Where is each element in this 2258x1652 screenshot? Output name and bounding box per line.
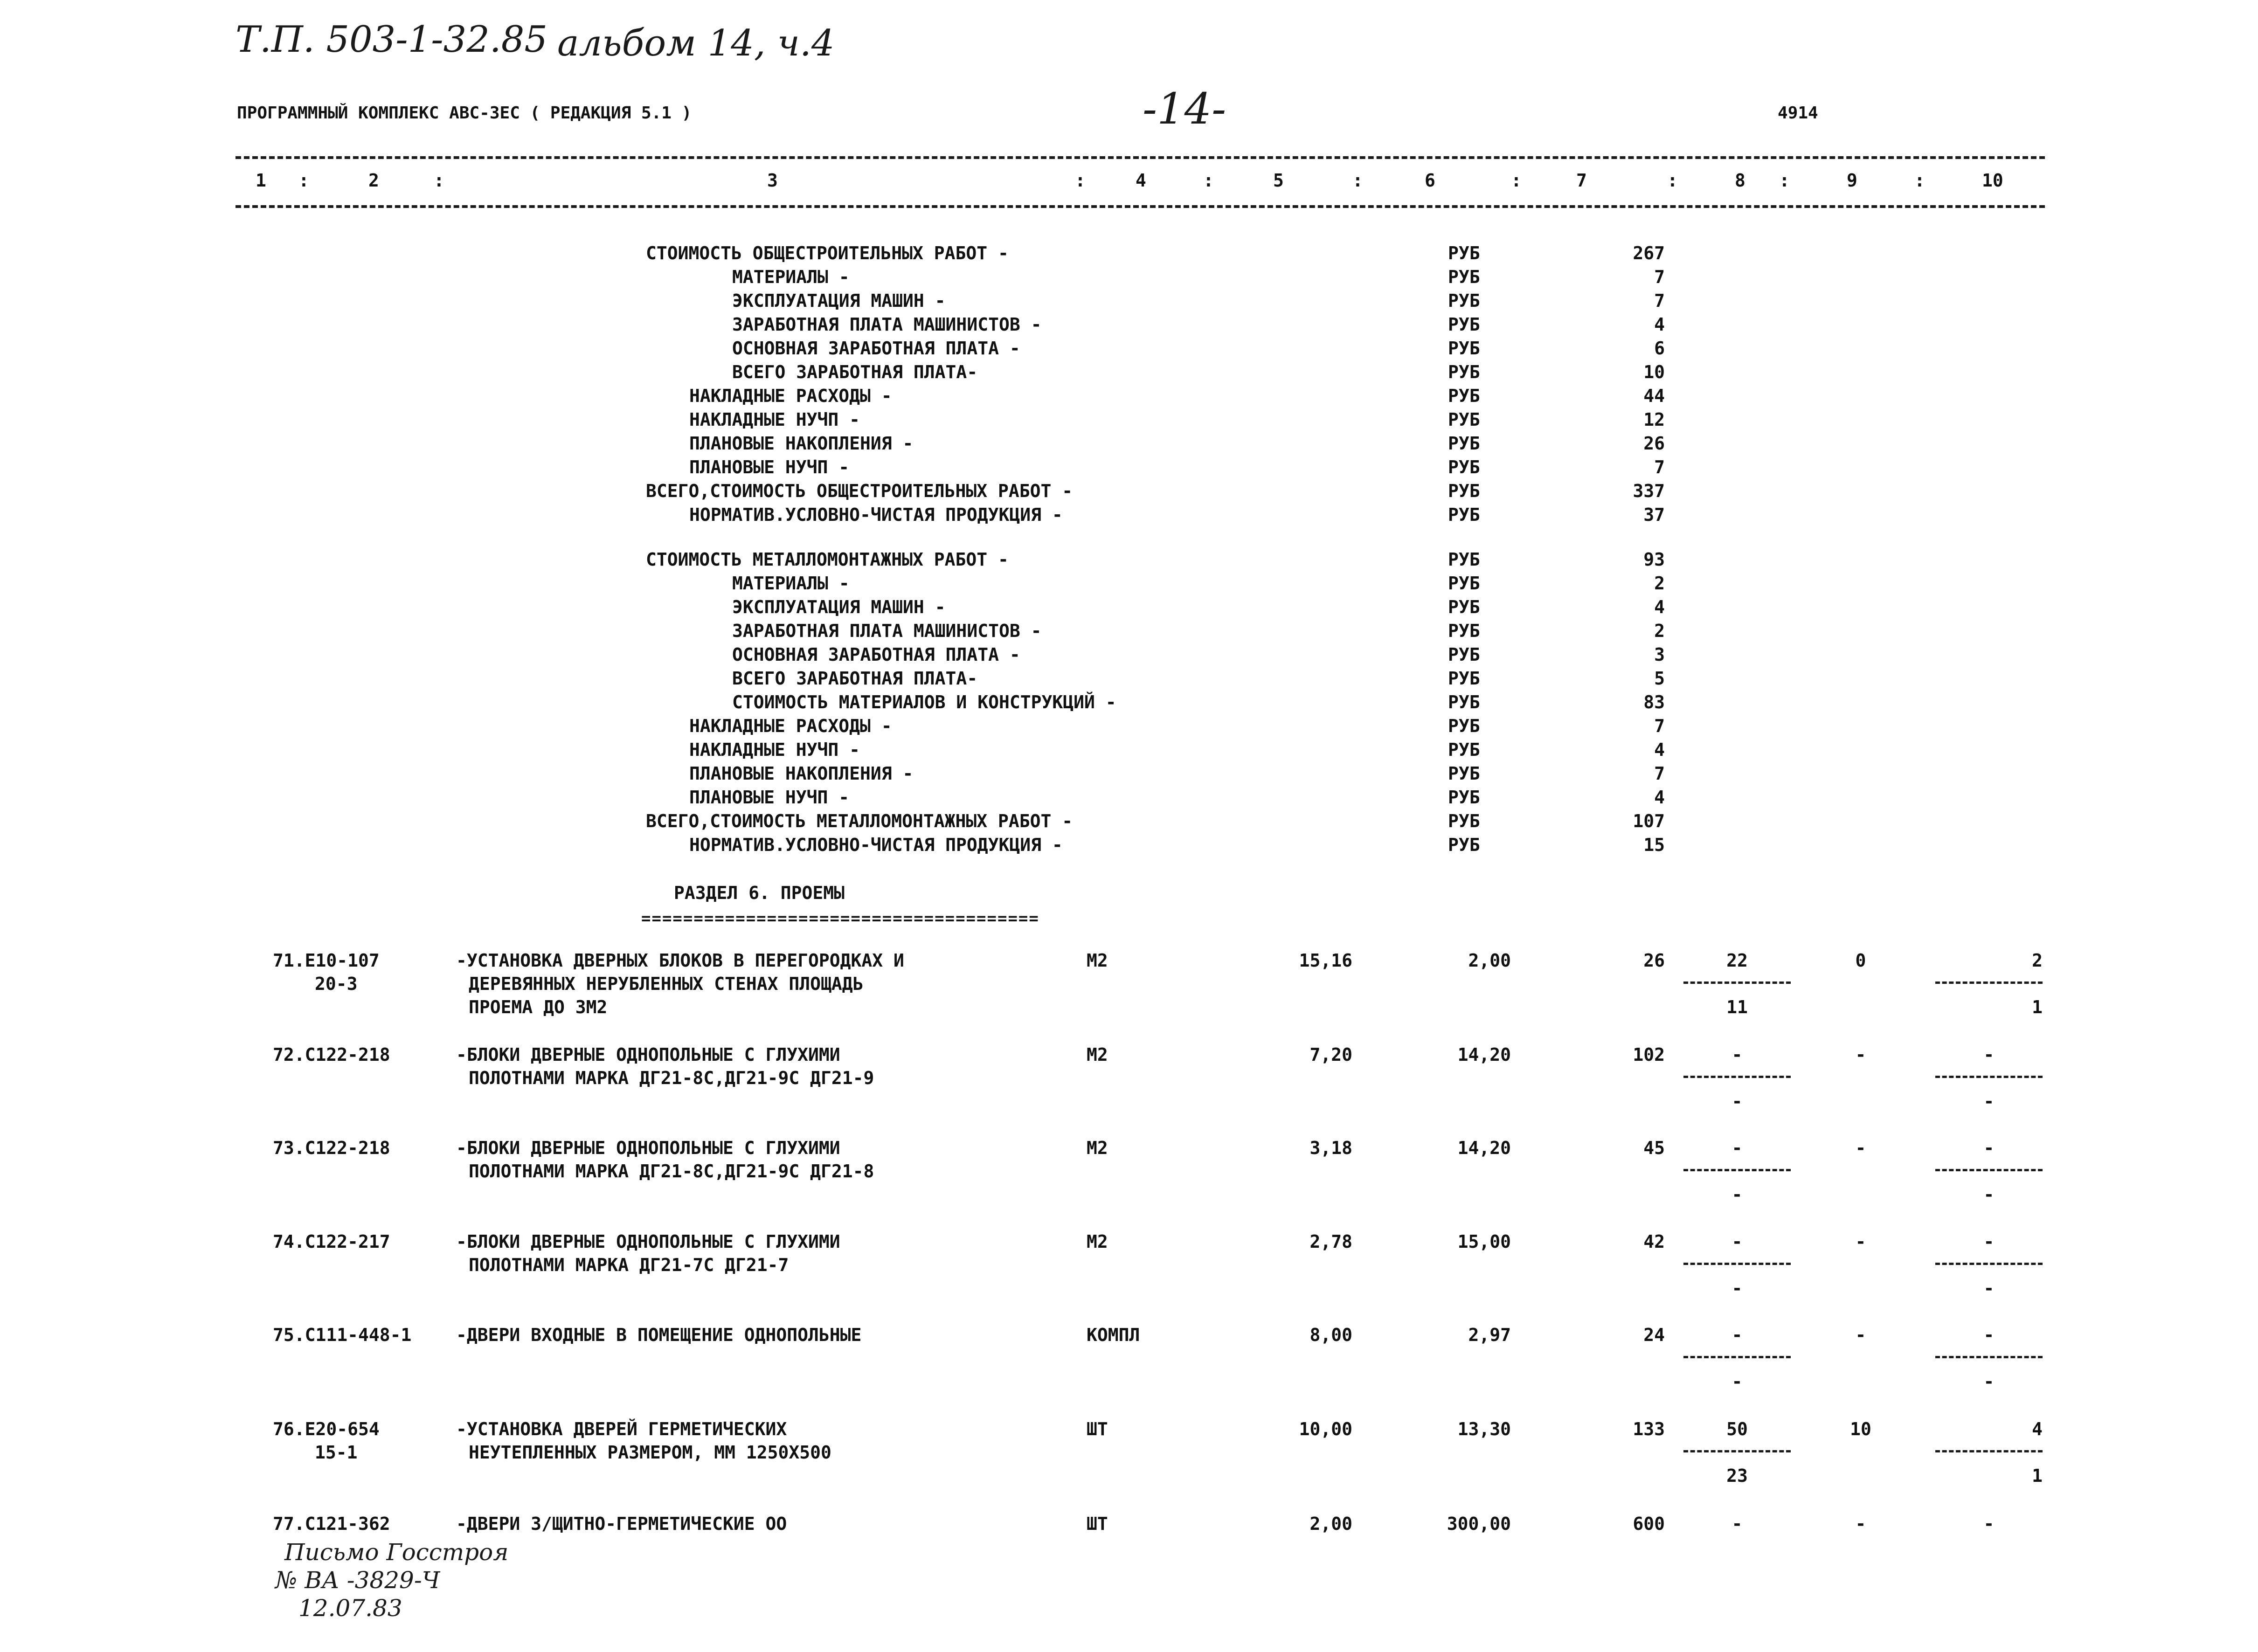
summary-metal-unit: РУБ [1448, 549, 1480, 570]
summary-metal-label: СТОИМОСТЬ МАТЕРИАЛОВ И КОНСТРУКЦИЙ - [732, 692, 1116, 712]
item-code: 73.С122-218 [273, 1138, 390, 1158]
item-unit-price: 14,20 [1457, 1138, 1511, 1158]
summary-general-label: ОСНОВНАЯ ЗАРАБОТНАЯ ПЛАТА - [732, 338, 1020, 359]
item-col10-top: - [1983, 1044, 1995, 1065]
summary-general-label: ЭКСПЛУАТАЦИЯ МАШИН - [732, 290, 946, 311]
item-col10-fraction-line [1935, 1263, 2043, 1265]
summary-metal-value: 7 [1654, 716, 1665, 736]
summary-general-value: 7 [1654, 457, 1665, 477]
item-description-line: ПОЛОТНАМИ МАРКА ДГ21-8С,ДГ21-9С ДГ21-9 [469, 1068, 874, 1088]
summary-metal-label: НОРМАТИВ.УСЛОВНО-ЧИСТАЯ ПРОДУКЦИЯ - [689, 835, 1063, 855]
column-number-7: 7 [1576, 170, 1587, 191]
handwritten-doc-code: Т.П. 503-1-32.85 [235, 19, 547, 61]
item-unit-price: 300,00 [1447, 1514, 1511, 1534]
summary-general-label: МАТЕРИАЛЫ - [732, 267, 850, 287]
summary-general-unit: РУБ [1448, 338, 1480, 359]
summary-metal-value: 3 [1654, 644, 1665, 665]
item-unit-price: 15,00 [1457, 1231, 1511, 1252]
item-col8-top: - [1732, 1325, 1743, 1345]
item-col9: 0 [1855, 950, 1866, 971]
summary-metal-label: СТОИМОСТЬ МЕТАЛЛОМОНТАЖНЫХ РАБОТ - [646, 549, 1009, 570]
item-description-line: -ДВЕРИ ВХОДНЫЕ В ПОМЕЩЕНИЕ ОДНОПОЛЬНЫЕ [456, 1325, 862, 1345]
item-col10-bottom: - [1983, 1371, 1995, 1392]
item-col10-fraction-line [1935, 1450, 2043, 1452]
item-description-line: -БЛОКИ ДВЕРНЫЕ ОДНОПОЛЬНЫЕ С ГЛУХИМИ [456, 1138, 840, 1158]
summary-general-value: 7 [1654, 290, 1665, 311]
column-separator: : [1511, 170, 1522, 191]
summary-general-unit: РУБ [1448, 505, 1480, 525]
summary-general-value: 44 [1643, 386, 1665, 406]
column-separator: : [1667, 170, 1678, 191]
handwritten-album: альбом 14, ч.4 [557, 22, 835, 64]
summary-metal-label: ВСЕГО ЗАРАБОТНАЯ ПЛАТА- [732, 668, 978, 689]
summary-general-label: ЗАРАБОТНАЯ ПЛАТА МАШИНИСТОВ - [732, 314, 1042, 335]
item-quantity: 8,00 [1309, 1325, 1352, 1345]
summary-metal-value: 107 [1633, 811, 1665, 831]
item-col8-bottom: 11 [1726, 997, 1748, 1017]
item-col9: - [1855, 1231, 1866, 1252]
column-number-5: 5 [1273, 170, 1284, 191]
summary-general-unit: РУБ [1448, 290, 1480, 311]
summary-general-unit: РУБ [1448, 457, 1480, 477]
column-number-3: 3 [767, 170, 778, 191]
item-unit: М2 [1087, 1138, 1108, 1158]
handwritten-note-line: 12.07.83 [298, 1595, 402, 1622]
item-description-line: ПОЛОТНАМИ МАРКА ДГ21-7С ДГ21-7 [469, 1255, 789, 1275]
summary-metal-value: 83 [1643, 692, 1665, 712]
summary-metal-unit: РУБ [1448, 787, 1480, 808]
item-description-line: -УСТАНОВКА ДВЕРЕЙ ГЕРМЕТИЧЕСКИХ [456, 1419, 787, 1439]
summary-general-value: 12 [1643, 409, 1665, 430]
summary-metal-label: ЗАРАБОТНАЯ ПЛАТА МАШИНИСТОВ - [732, 621, 1042, 641]
summary-metal-unit: РУБ [1448, 597, 1480, 617]
summary-general-unit: РУБ [1448, 386, 1480, 406]
column-separator: : [1203, 170, 1214, 191]
item-unit-price: 2,00 [1468, 950, 1511, 971]
item-col10-fraction-line [1935, 982, 2043, 984]
summary-general-label: ВСЕГО ЗАРАБОТНАЯ ПЛАТА- [732, 362, 978, 382]
item-col9: - [1855, 1514, 1866, 1534]
summary-general-value: 26 [1643, 433, 1665, 454]
document-code: 4914 [1778, 104, 1818, 123]
summary-general-label: ПЛАНОВЫЕ НАКОПЛЕНИЯ - [689, 433, 914, 454]
item-total: 45 [1643, 1138, 1665, 1158]
item-col8-fraction-line [1683, 1263, 1791, 1265]
summary-general-label: ПЛАНОВЫЕ НУЧП - [689, 457, 850, 477]
item-total: 102 [1633, 1044, 1665, 1065]
summary-metal-label: ЭКСПЛУАТАЦИЯ МАШИН - [732, 597, 946, 617]
item-col10-top: 4 [2032, 1419, 2043, 1439]
item-col8-top: 50 [1726, 1419, 1748, 1439]
item-col10-bottom: 1 [2032, 1465, 2043, 1486]
item-col8-bottom: - [1732, 1278, 1743, 1299]
handwritten-page-number: -14- [1143, 84, 1226, 134]
item-description-line: НЕУТЕПЛЕННЫХ РАЗМЕРОМ, ММ 1250Х500 [469, 1442, 831, 1463]
section-title: РАЗДЕЛ 6. ПРОЕМЫ [674, 883, 845, 903]
item-col10-top: 2 [2032, 950, 2043, 971]
column-number-10: 10 [1982, 170, 2003, 191]
summary-metal-label: НАКЛАДНЫЕ РАСХОДЫ - [689, 716, 892, 736]
item-total: 42 [1643, 1231, 1665, 1252]
summary-general-unit: РУБ [1448, 243, 1480, 263]
item-code: 77.С121-362 [273, 1514, 390, 1534]
section-underline: ====================================== [641, 909, 1039, 928]
summary-general-label: НАКЛАДНЫЕ РАСХОДЫ - [689, 386, 892, 406]
summary-metal-unit: РУБ [1448, 692, 1480, 712]
item-total: 600 [1633, 1514, 1665, 1534]
item-col10-top: - [1983, 1231, 1995, 1252]
header-top-rule [235, 156, 2045, 159]
column-separator: : [434, 170, 444, 191]
handwritten-note-line: № ВА -3829-Ч [275, 1567, 440, 1594]
column-separator: : [1779, 170, 1790, 191]
item-code-sub: 15-1 [315, 1442, 358, 1463]
summary-metal-unit: РУБ [1448, 668, 1480, 689]
summary-general-unit: РУБ [1448, 409, 1480, 430]
item-col10-top: - [1983, 1138, 1995, 1158]
summary-general-value: 7 [1654, 267, 1665, 287]
column-separator: : [1075, 170, 1086, 191]
item-total: 26 [1643, 950, 1665, 971]
item-col8-fraction-line [1683, 1450, 1791, 1452]
item-col8-fraction-line [1683, 982, 1791, 984]
item-unit: М2 [1087, 1231, 1108, 1252]
item-col10-top: - [1983, 1514, 1995, 1534]
item-col8-bottom: 23 [1726, 1465, 1748, 1486]
item-description-line: -УСТАНОВКА ДВЕРНЫХ БЛОКОВ В ПЕРЕГОРОДКАХ И [456, 950, 904, 971]
summary-metal-unit: РУБ [1448, 716, 1480, 736]
summary-general-label: ВСЕГО,СТОИМОСТЬ ОБЩЕСТРОИТЕЛЬНЫХ РАБОТ - [646, 481, 1073, 501]
item-code: 75.С111-448-1 [273, 1325, 412, 1345]
item-description-line: ДЕРЕВЯННЫХ НЕРУБЛЕННЫХ СТЕНАХ ПЛОЩАДЬ [469, 974, 864, 994]
item-col8-top: 22 [1726, 950, 1748, 971]
item-code-sub: 20-3 [315, 974, 358, 994]
item-col8-bottom: - [1732, 1184, 1743, 1205]
column-number-1: 1 [256, 170, 266, 191]
summary-metal-label: ВСЕГО,СТОИМОСТЬ МЕТАЛЛОМОНТАЖНЫХ РАБОТ - [646, 811, 1073, 831]
summary-general-label: СТОИМОСТЬ ОБЩЕСТРОИТЕЛЬНЫХ РАБОТ - [646, 243, 1009, 263]
item-unit: М2 [1087, 950, 1108, 971]
item-col10-fraction-line [1935, 1169, 2043, 1171]
column-number-2: 2 [368, 170, 379, 191]
item-col9: - [1855, 1138, 1866, 1158]
column-separator: : [298, 170, 309, 191]
summary-general-value: 10 [1643, 362, 1665, 382]
item-unit: КОМПЛ [1087, 1325, 1140, 1345]
summary-metal-label: ПЛАНОВЫЕ НАКОПЛЕНИЯ - [689, 763, 914, 784]
summary-metal-value: 4 [1654, 787, 1665, 808]
item-quantity: 15,16 [1299, 950, 1352, 971]
item-col9: - [1855, 1044, 1866, 1065]
summary-general-label: НОРМАТИВ.УСЛОВНО-ЧИСТАЯ ПРОДУКЦИЯ - [689, 505, 1063, 525]
item-col8-top: - [1732, 1231, 1743, 1252]
summary-metal-unit: РУБ [1448, 740, 1480, 760]
summary-metal-unit: РУБ [1448, 621, 1480, 641]
summary-metal-value: 5 [1654, 668, 1665, 689]
item-unit-price: 14,20 [1457, 1044, 1511, 1065]
item-col8-top: - [1732, 1044, 1743, 1065]
item-quantity: 7,20 [1309, 1044, 1352, 1065]
item-col10-bottom: - [1983, 1184, 1995, 1205]
item-code: 74.С122-217 [273, 1231, 390, 1252]
handwritten-note-line: Письмо Госстроя [284, 1539, 509, 1566]
column-number-8: 8 [1735, 170, 1745, 191]
column-separator: : [1914, 170, 1925, 191]
item-col9: 10 [1850, 1419, 1871, 1439]
column-number-4: 4 [1136, 170, 1146, 191]
item-code: 72.С122-218 [273, 1044, 390, 1065]
summary-metal-unit: РУБ [1448, 763, 1480, 784]
summary-metal-value: 15 [1643, 835, 1665, 855]
summary-metal-value: 4 [1654, 597, 1665, 617]
summary-metal-value: 2 [1654, 573, 1665, 594]
item-col10-bottom: 1 [2032, 997, 2043, 1017]
item-col10-fraction-line [1935, 1076, 2043, 1078]
summary-general-unit: РУБ [1448, 433, 1480, 454]
item-unit: ШТ [1087, 1514, 1108, 1534]
column-separator: : [1352, 170, 1363, 191]
summary-metal-value: 2 [1654, 621, 1665, 641]
item-description-line: ПРОЕМА ДО 3М2 [469, 997, 608, 1017]
item-col10-bottom: - [1983, 1091, 1995, 1112]
summary-general-value: 6 [1654, 338, 1665, 359]
summary-general-value: 4 [1654, 314, 1665, 335]
item-description-line: -БЛОКИ ДВЕРНЫЕ ОДНОПОЛЬНЫЕ С ГЛУХИМИ [456, 1231, 840, 1252]
item-quantity: 10,00 [1299, 1419, 1352, 1439]
summary-general-unit: РУБ [1448, 481, 1480, 501]
summary-general-value: 37 [1643, 505, 1665, 525]
column-number-9: 9 [1847, 170, 1857, 191]
item-col8-bottom: - [1732, 1371, 1743, 1392]
item-col8-fraction-line [1683, 1169, 1791, 1171]
summary-metal-label: ОСНОВНАЯ ЗАРАБОТНАЯ ПЛАТА - [732, 644, 1020, 665]
summary-metal-value: 7 [1654, 763, 1665, 784]
item-col10-fraction-line [1935, 1356, 2043, 1358]
item-total: 24 [1643, 1325, 1665, 1345]
item-unit: ШТ [1087, 1419, 1108, 1439]
summary-metal-value: 93 [1643, 549, 1665, 570]
item-col10-top: - [1983, 1325, 1995, 1345]
item-description-line: ПОЛОТНАМИ МАРКА ДГ21-8С,ДГ21-9С ДГ21-8 [469, 1161, 874, 1182]
summary-metal-unit: РУБ [1448, 835, 1480, 855]
item-unit-price: 2,97 [1468, 1325, 1511, 1345]
summary-general-label: НАКЛАДНЫЕ НУЧП - [689, 409, 860, 430]
item-col8-fraction-line [1683, 1356, 1791, 1358]
summary-metal-value: 4 [1654, 740, 1665, 760]
item-quantity: 3,18 [1309, 1138, 1352, 1158]
item-unit: М2 [1087, 1044, 1108, 1065]
header-bottom-rule [235, 205, 2045, 208]
summary-metal-label: НАКЛАДНЫЕ НУЧП - [689, 740, 860, 760]
item-code: 76.Е20-654 [273, 1419, 380, 1439]
item-quantity: 2,78 [1309, 1231, 1352, 1252]
item-col8-top: - [1732, 1138, 1743, 1158]
item-description-line: -БЛОКИ ДВЕРНЫЕ ОДНОПОЛЬНЫЕ С ГЛУХИМИ [456, 1044, 840, 1065]
item-unit-price: 13,30 [1457, 1419, 1511, 1439]
summary-metal-label: ПЛАНОВЫЕ НУЧП - [689, 787, 850, 808]
item-col9: - [1855, 1325, 1866, 1345]
summary-metal-unit: РУБ [1448, 573, 1480, 594]
item-total: 133 [1633, 1419, 1665, 1439]
column-number-6: 6 [1425, 170, 1435, 191]
item-col8-bottom: - [1732, 1091, 1743, 1112]
item-quantity: 2,00 [1309, 1514, 1352, 1534]
summary-general-unit: РУБ [1448, 362, 1480, 382]
summary-general-value: 267 [1633, 243, 1665, 263]
program-header: ПРОГРАММНЫЙ КОМПЛЕКС АВС-ЗЕС ( РЕДАКЦИЯ 5.1 ) [237, 104, 692, 123]
summary-metal-unit: РУБ [1448, 811, 1480, 831]
item-description-line: -ДВЕРИ З/ЩИТНО-ГЕРМЕТИЧЕСКИЕ ОО [456, 1514, 787, 1534]
item-col10-bottom: - [1983, 1278, 1995, 1299]
item-col8-top: - [1732, 1514, 1743, 1534]
summary-general-value: 337 [1633, 481, 1665, 501]
item-code: 71.Е10-107 [273, 950, 380, 971]
summary-metal-unit: РУБ [1448, 644, 1480, 665]
summary-general-unit: РУБ [1448, 314, 1480, 335]
summary-metal-label: МАТЕРИАЛЫ - [732, 573, 850, 594]
summary-general-unit: РУБ [1448, 267, 1480, 287]
item-col8-fraction-line [1683, 1076, 1791, 1078]
